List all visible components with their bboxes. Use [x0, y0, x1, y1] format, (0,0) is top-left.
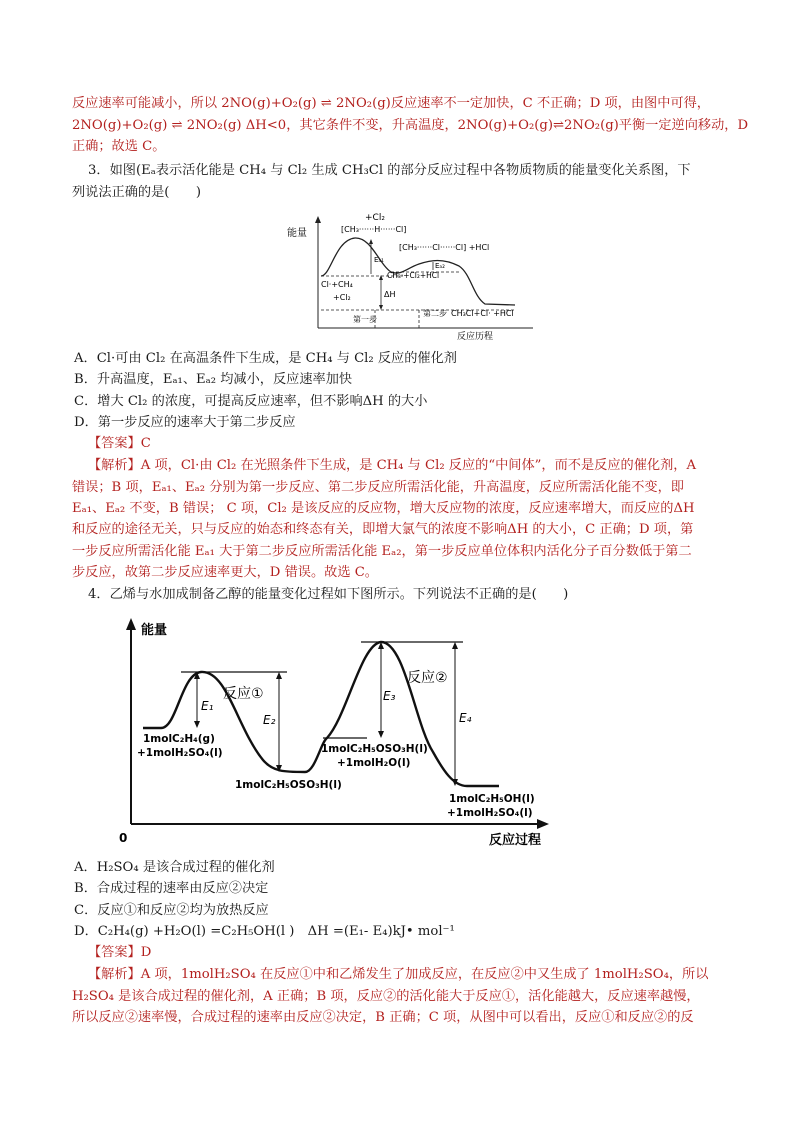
label-state-1b: +1molH₂SO₄(l): [137, 747, 223, 759]
label-state-2: 1molC₂H₅OSO₃H(l): [235, 779, 342, 791]
explanation-line: Eₐ₁、Eₐ₂ 不变，B 错误； C 项，Cl₂ 是该反应的反应物，增大反应物的浓度，反应速率增大，而反应的ΔH: [72, 501, 695, 516]
label-delta-h: ΔH: [384, 290, 396, 299]
option-b: B．升高温度，Eₐ₁、Eₐ₂ 均减小，反应速率加快: [74, 372, 353, 387]
label-reaction-1: 反应①: [223, 686, 264, 702]
label-step-2: 第二步: [423, 309, 447, 318]
text-line: 正确；故选 C。: [72, 139, 166, 154]
label-e2: E₂: [263, 713, 276, 727]
option-d: D．C₂H₄(g) +H₂O(l) =C₂H₅OH(l ) ΔH =(E₁- E₄)kJ• mol⁻¹: [74, 924, 455, 939]
label-intermediate: CH₃·+Cl₂+HCl: [387, 271, 440, 280]
option-c: C．增大 Cl₂ 的浓度，可提高反应速率，但不影响ΔH 的大小: [74, 394, 428, 409]
option-a: A．H₂SO₄ 是该合成过程的催化剂: [74, 860, 275, 875]
option-c: C．反应①和反应②均为放热反应: [74, 903, 269, 918]
explanation-line: 一步反应所需活化能 Eₐ₁ 大于第二步反应所需活化能 Eₐ₂，第一步反应单位体积内活化分子百分数低于第二: [72, 544, 692, 559]
label-state-4a: 1molC₂H₅OH(l): [449, 793, 535, 805]
energy-diagram-2: [115, 612, 555, 850]
label-plus-cl2: +Cl₂: [365, 213, 385, 223]
text-line: 2NO(g)+O₂(g) ⇌ 2NO₂(g) ΔH<0，其它条件不变，升高温度，2NO(g)+O₂(g)⇌2NO₂(g)平衡一定逆向移动，D: [72, 118, 749, 133]
label-ea1: Eₐ₁: [374, 256, 384, 264]
label-e3: E₃: [383, 689, 396, 703]
answer: 【答案】C: [88, 436, 151, 451]
x-axis-label: 反应历程: [457, 332, 494, 342]
label-ea2: Eₐ₂: [435, 262, 445, 270]
explanation-line: 和反应的途径无关，只与反应的始态和终态有关，即增大氯气的浓度不影响ΔH 的大小，C 正确；D 项，第: [72, 522, 694, 537]
y-axis-label: 能量: [287, 228, 307, 239]
explanation-line: 【解析】A 项，Cl·由 Cl₂ 在光照条件下生成，是 CH₄ 与 Cl₂ 反应的“中间体”，而不是反应的催化剂，A: [88, 458, 696, 473]
energy-diagram-1: [283, 206, 543, 342]
explanation-line: 【解析】A 项，1molH₂SO₄ 在反应①中和乙烯发生了加成反应，在反应②中又生成了 1molH₂SO₄，所以: [88, 967, 709, 982]
explanation-line: 错误；B 项，Eₐ₁、Eₐ₂ 分别为第一步反应、第二步反应所需活化能，升高温度，反应所需活化能不变，即: [72, 480, 684, 495]
answer: 【答案】D: [88, 945, 152, 960]
question-3-stem-cont: 列说法正确的是( ): [72, 185, 201, 200]
label-state-3b: +1molH₂O(l): [337, 757, 411, 769]
label-step-1: 第一步: [353, 315, 377, 324]
label-products: CH₃Cl+Cl· +HCl: [451, 309, 514, 318]
label-reaction-2: 反应②: [407, 670, 448, 686]
text-line: 反应速率可能减小，所以 2NO(g)+O₂(g) ⇌ 2NO₂(g)反应速率不一定加快，C 不正确；D 项，由图中可得，: [72, 96, 710, 111]
label-transition-state-1: [CH₃······H······Cl]: [341, 225, 407, 234]
label-e1: E₁: [201, 699, 214, 713]
label-e4: E₄: [459, 711, 472, 725]
y-axis-label: 能量: [141, 623, 168, 638]
reaction-curve: [143, 642, 499, 786]
label-reactants: Cl·+CH₄: [321, 280, 353, 289]
option-d: D．第一步反应的速率大于第二步反应: [74, 415, 296, 430]
option-a: A．Cl·可由 Cl₂ 在高温条件下生成，是 CH₄ 与 Cl₂ 反应的催化剂: [74, 351, 457, 366]
label-state-1a: 1molC₂H₄(g): [143, 733, 215, 745]
explanation-line: 所以反应②速率慢，合成过程的速率由反应②决定，B 正确；C 项，从图中可以看出，反应①和反应②的反: [72, 1010, 694, 1025]
label-reactants-cl2: +Cl₂: [333, 293, 351, 302]
x-axis-label: 反应过程: [489, 833, 542, 848]
question-3-stem: 3．如图(Eₐ表示活化能是 CH₄ 与 Cl₂ 生成 CH₃Cl 的部分反应过程中各物质物质的能量变化关系图，下: [88, 163, 691, 178]
label-transition-state-2: [CH₃······Cl······Cl] +HCl: [399, 243, 490, 252]
label-state-4b: +1molH₂SO₄(l): [447, 807, 533, 819]
explanation-line: 步反应，故第二步反应速率更大，D 错误。故选 C。: [72, 565, 378, 580]
option-b: B．合成过程的速率由反应②决定: [74, 881, 269, 896]
origin-label: 0: [119, 831, 128, 845]
question-4-stem: 4．乙烯与水加成制备乙醇的能量变化过程如下图所示。下列说法不正确的是( ): [88, 587, 569, 602]
explanation-line: H₂SO₄ 是该合成过程的催化剂，A 正确；B 项，反应②的活化能大于反应①，活化能越大，反应速率越慢，: [72, 989, 700, 1004]
label-state-3a: 1molC₂H₅OSO₃H(l): [321, 743, 428, 755]
